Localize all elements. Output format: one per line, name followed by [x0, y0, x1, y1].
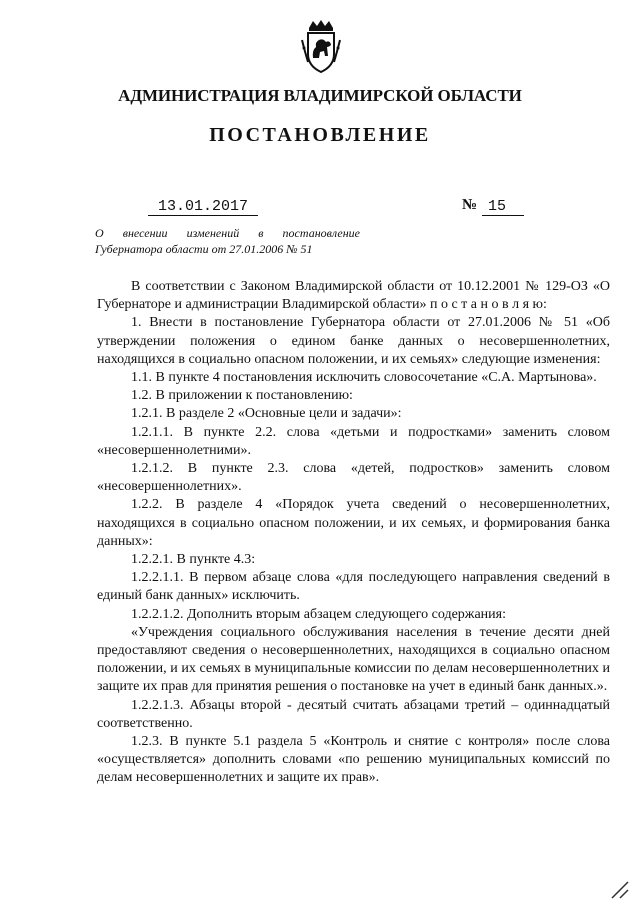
body-paragraph: 1.2.1.1. В пункте 2.2. слова «детьми и подростками» заменить словом «несовершеннолетними». [97, 424, 610, 458]
body-paragraph: 1.2. В приложении к постановлению: [131, 388, 353, 404]
document-body [97, 278, 610, 788]
organization-name: АДМИНИСТРАЦИЯ ВЛАДИМИРСКОЙ ОБЛАСТИ [118, 86, 522, 105]
body-paragraph: 1.1. В пункте 4 постановления исключить словосочетание «С.А. Мартынова». [131, 370, 597, 386]
body-paragraph: В соответствии с Законом Владимирской области от 10.12.2001 № 129-ОЗ «О Губернаторе и администрации Владимирской области» п о с т а н о в л я ю: [97, 279, 610, 313]
body-paragraph: 1.2.1. В разделе 2 «Основные цели и задачи»: [131, 406, 402, 422]
body-paragraph: 1.2.2.1. В пункте 4.3: [131, 552, 256, 568]
document-date: 13.01.2017 [148, 198, 258, 216]
document-number: 15 [482, 198, 524, 216]
body-paragraph: 1.2.2. В разделе 4 «Порядок учета сведений о несовершеннолетних, находящихся в социально опасном положении, и их семьях, и формирования банка данных»: [97, 497, 610, 549]
document-type-title: ПОСТАНОВЛЕНИЕ [209, 124, 431, 146]
body-paragraph: 1. Внести в постановление Губернатора области от 27.01.2006 № 51 «Об утверждении положения о едином банке данных о несовершеннолетних, находящихся в социально опасном положении, и их семьях» следующие изменения: [97, 315, 610, 367]
body-paragraph: 1.2.1.2. В пункте 2.3. слова «детей, подростков» заменить словом «несовершеннолетних». [97, 461, 610, 495]
document-subject: О внесении изменений в постановление Губернатора области от 27.01.2006 № 51 [95, 226, 360, 256]
body-paragraph: 1.2.2.1.2. Дополнить вторым абзацем следующего содержания: [131, 606, 506, 622]
body-paragraph: 1.2.2.1.3. Абзацы второй - десятый считать абзацами третий – одиннадцатый соответственно. [97, 697, 610, 731]
document-number-label: № [462, 197, 478, 213]
page-corner-mark-icon [608, 878, 632, 902]
coat-of-arms-icon [300, 18, 342, 74]
body-paragraph: 1.2.3. В пункте 5.1 раздела 5 «Контроль и снятие с контроля» после слова «осуществляется» дополнить словами «по решению муниципальных комиссий по делам несовершеннолетних и защите их прав». [97, 734, 610, 786]
body-paragraph: 1.2.2.1.1. В первом абзаце слова «для последующего направления сведений в единый банк данных» исключить. [97, 570, 610, 604]
body-paragraph: «Учреждения социального обслуживания населения в течение десяти дней предоставляют сведения о несовершеннолетних, находящихся в социально опасном положении, и их семьях в муниципальные комиссии по делам несовершеннолетних и защите их прав для принятия решения о постановке на учет в единый банк данных.». [97, 624, 610, 695]
